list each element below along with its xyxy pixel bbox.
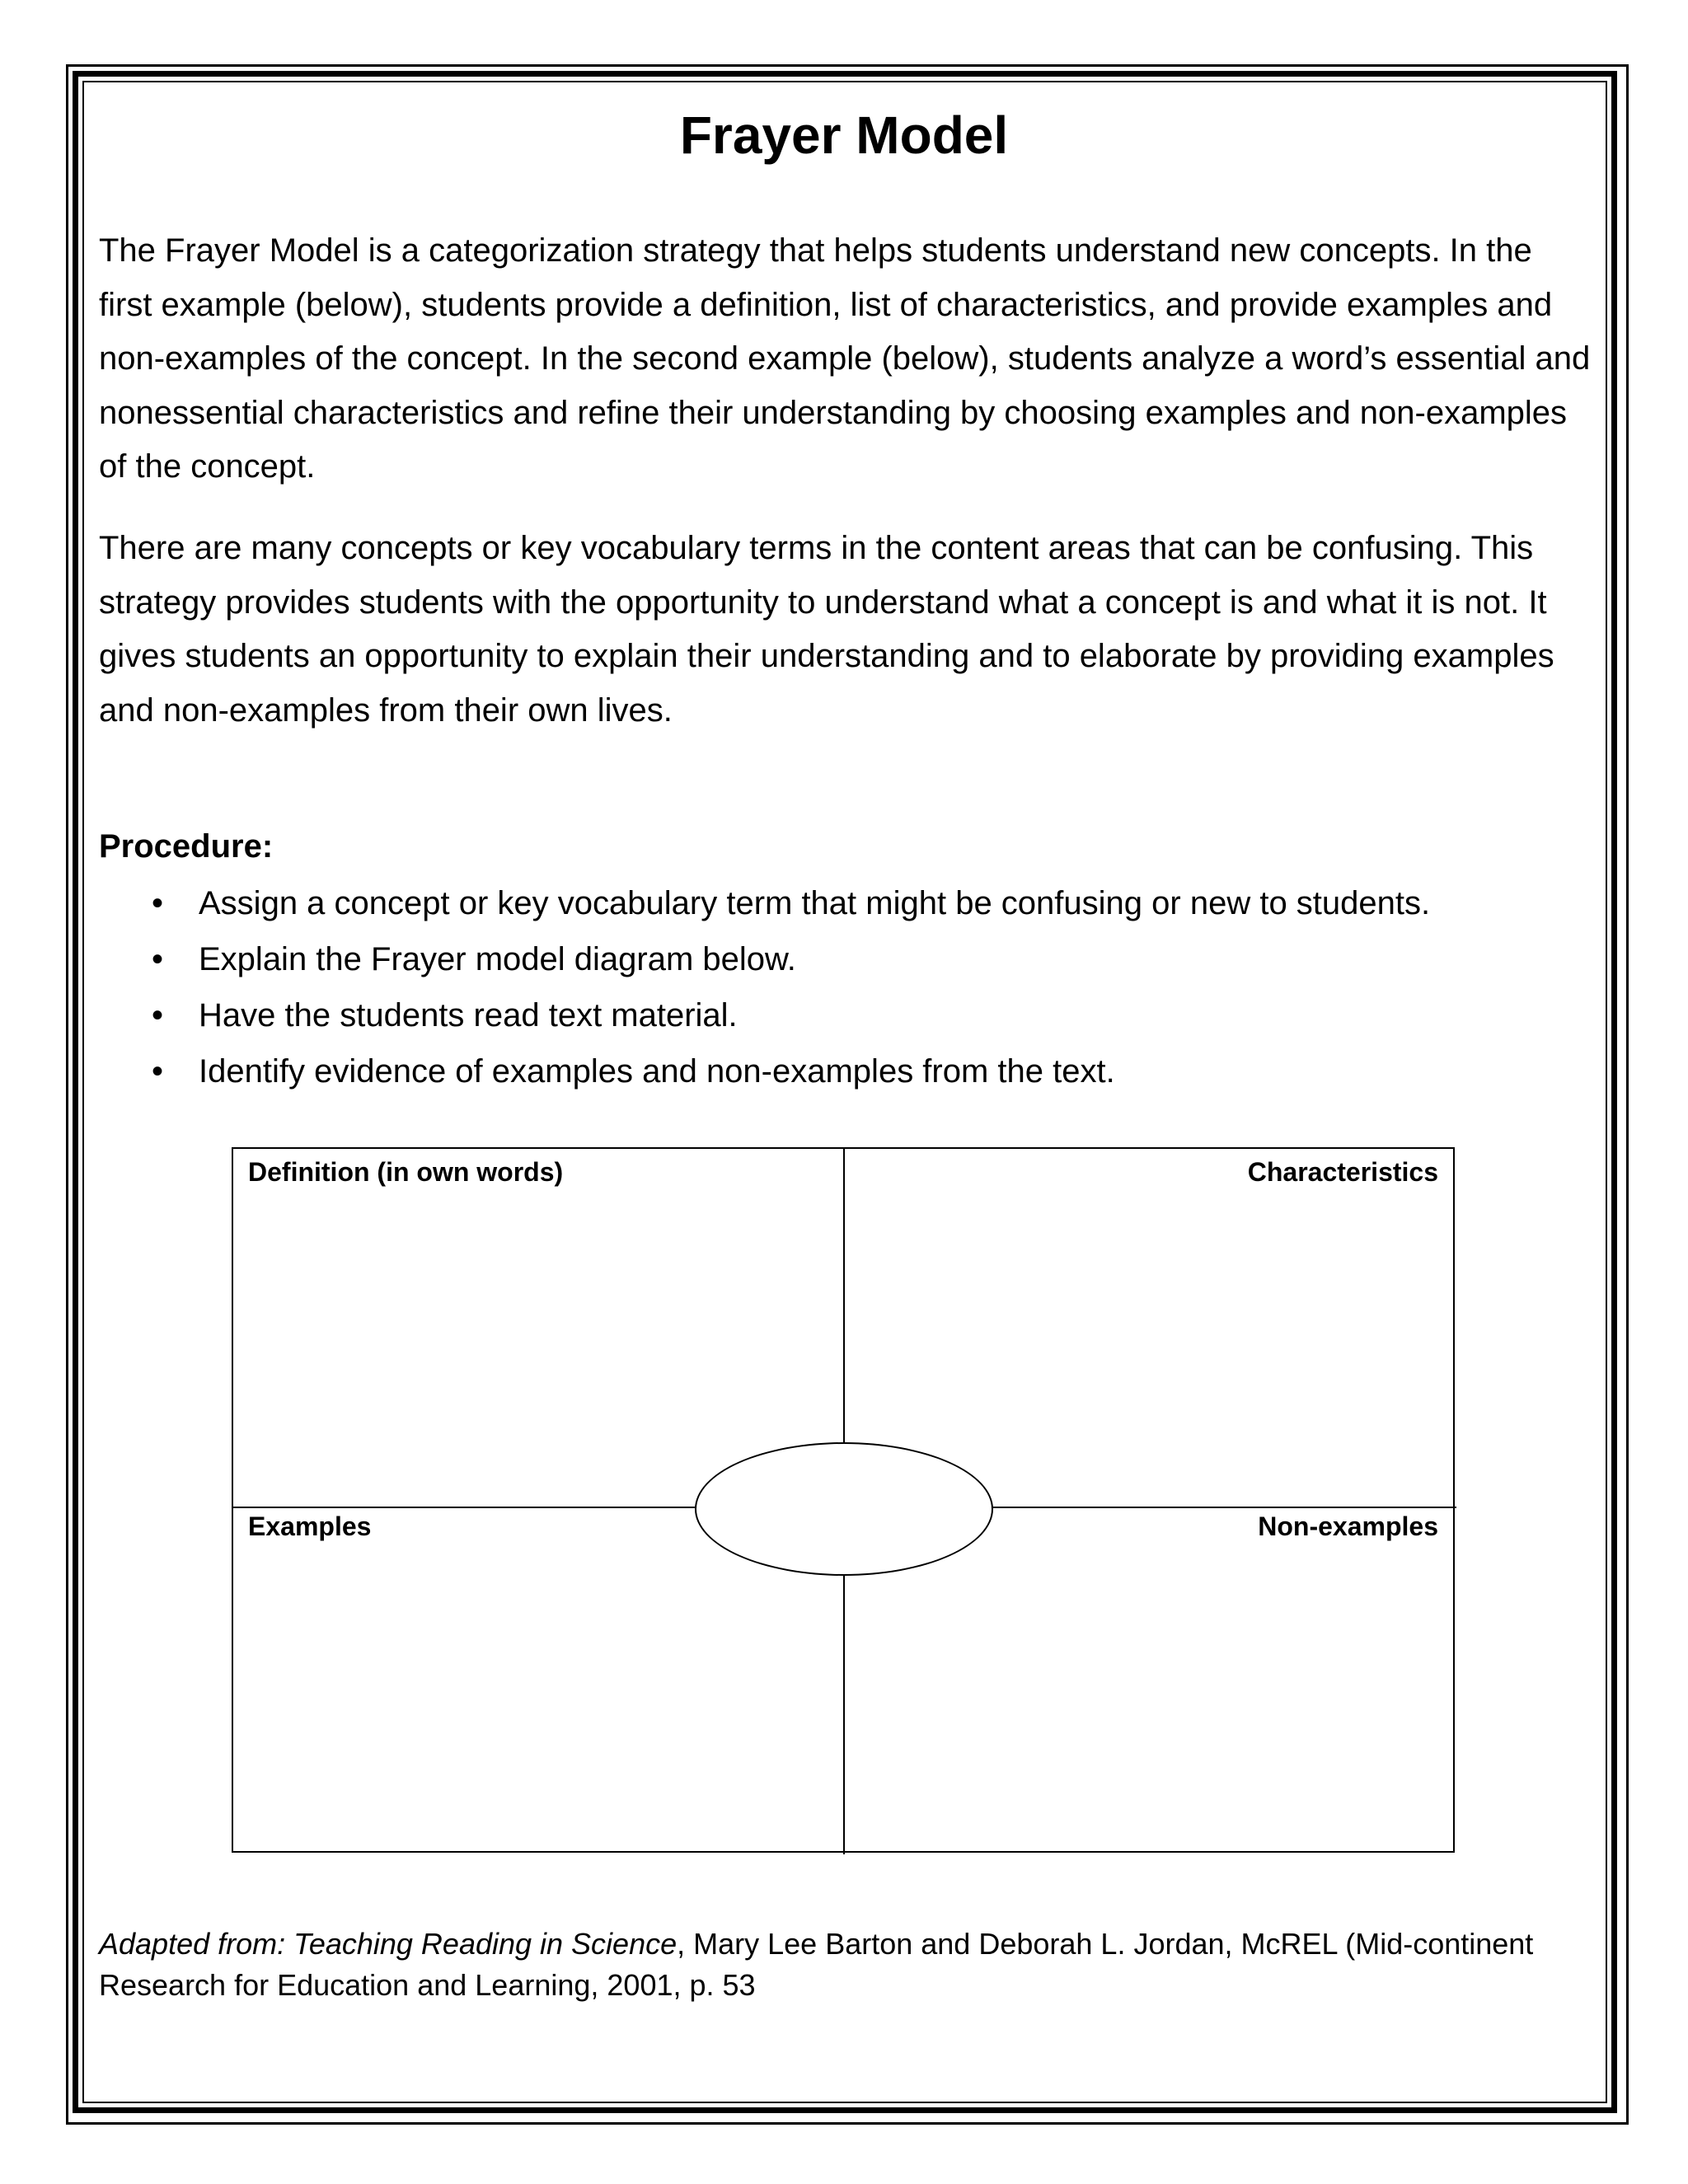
- citation-source-title: Adapted from: Teaching Reading in Science: [99, 1927, 678, 1961]
- intro-paragraph-1: The Frayer Model is a categorization strategy that helps students understand new concepts. In the first example (below), students provide a definition, list of characteristics, and provide examples and non-examples of the concept. In the second example (below), students analyze a word’s essential and nonessential characteristics and refine their understanding by choosing examples and non-examples of the concept.: [99, 232, 1591, 485]
- bullet-icon: •: [152, 997, 164, 1033]
- procedure-heading: Procedure:: [99, 828, 274, 865]
- divider-vertical-top: [843, 1149, 845, 1444]
- bullet-icon: •: [152, 885, 164, 921]
- quadrant-label-characteristics: Characteristics: [1247, 1157, 1438, 1187]
- concept-oval[interactable]: [695, 1442, 993, 1576]
- citation-details: , Mary Lee Barton and Deborah L. Jordan, McREL (Mid-continent Research for Education and Learning, 2001, p. 53: [99, 1927, 1534, 2002]
- intro-paragraph-2: There are many concepts or key vocabulary terms in the content areas that can be confusing. This strategy provides students with the opportunity to understand what a concept is and what it is not. It gives students an opportunity to explain their understanding and to elaborate by providing examples and non-examples from their own lives.: [99, 530, 1554, 729]
- bullet-icon: •: [152, 941, 164, 977]
- quadrant-label-examples: Examples: [248, 1511, 372, 1541]
- procedure-step-text: Have the students read text material.: [199, 997, 738, 1033]
- quadrant-label-definition: Definition (in own words): [248, 1157, 564, 1187]
- frayer-diagram: [232, 1147, 1455, 1853]
- procedure-step-text: Identify evidence of examples and non-examples from the text.: [199, 1053, 1115, 1090]
- procedure-step-text: Assign a concept or key vocabulary term that might be confusing or new to students.: [199, 885, 1431, 921]
- divider-vertical-bottom: [843, 1574, 845, 1854]
- procedure-step-text: Explain the Frayer model diagram below.: [199, 941, 796, 977]
- bullet-icon: •: [152, 1053, 164, 1090]
- page-title: Frayer Model: [679, 105, 1009, 165]
- citation: [99, 1924, 1599, 2006]
- quadrant-label-non-examples: Non-examples: [1258, 1511, 1438, 1541]
